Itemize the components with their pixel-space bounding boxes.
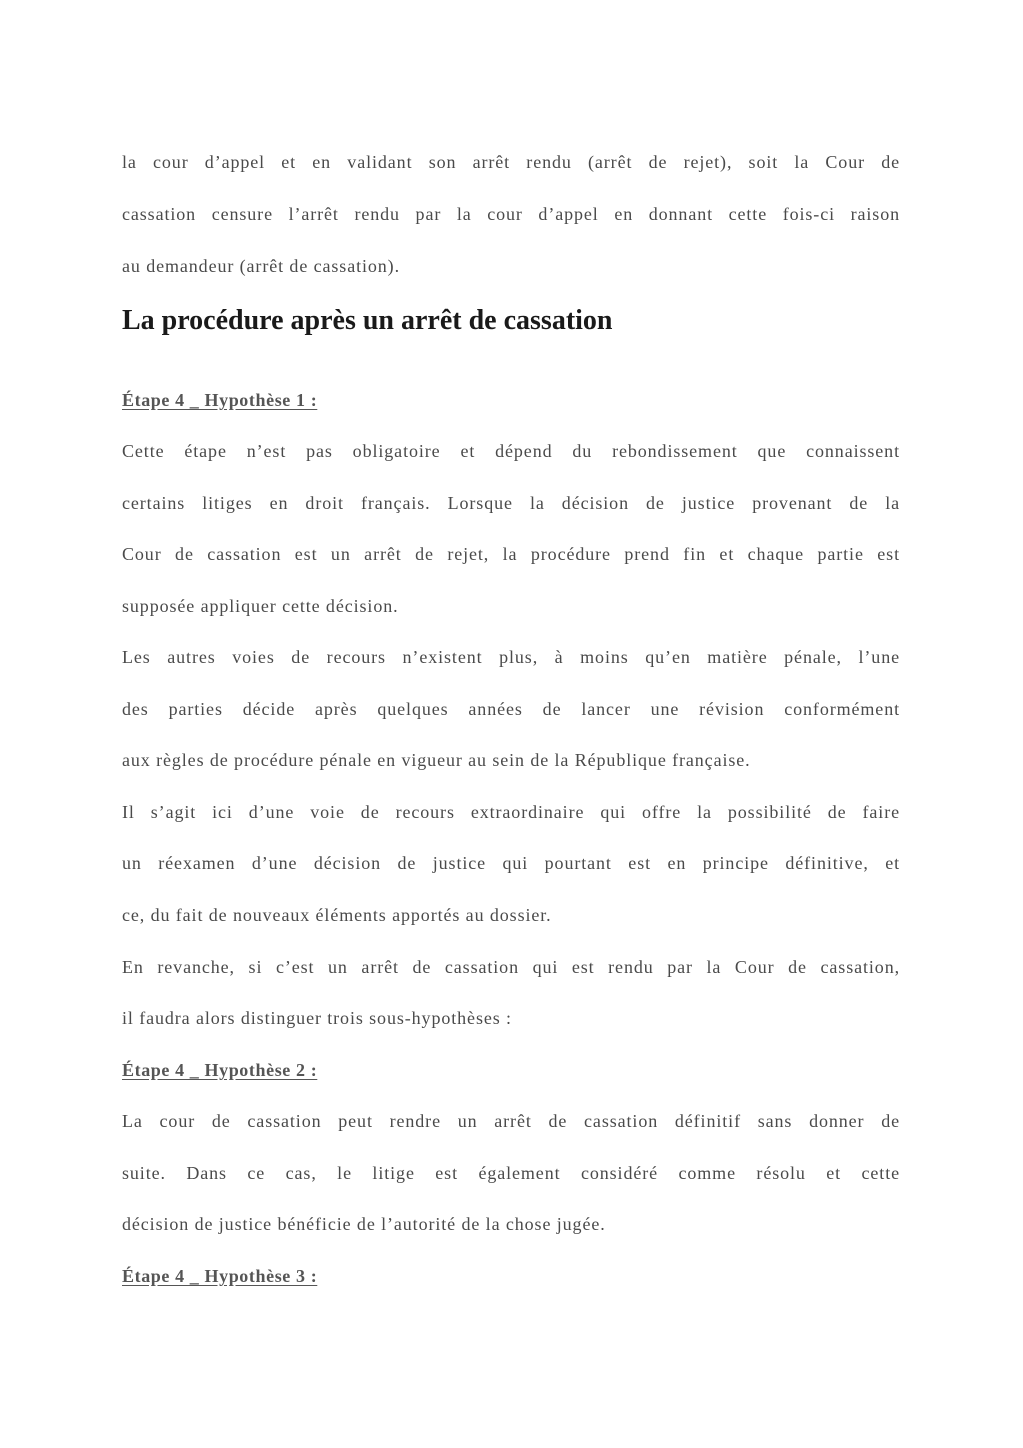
step3-heading: Étape 4 _ Hypothèse 3 :: [122, 1266, 318, 1286]
intro-line-2: cassation censure l’arrêt rendu par la cour d’appel en donnant cette fois-ci raison: [122, 204, 900, 224]
step1-line-12: il faudra alors distinguer trois sous-hypothèses :: [122, 1008, 512, 1028]
step1-line-2: certains litiges en droit français. Lorsque la décision de justice provenant de la: [122, 493, 900, 513]
step1-line-1: Cette étape n’est pas obligatoire et dépend du rebondissement que connaissent: [122, 441, 900, 461]
step1-line-6: des parties décide après quelques années de lancer une révision conformément: [122, 699, 900, 719]
step1-line-3: Cour de cassation est un arrêt de rejet, la procédure prend fin et chaque partie est: [122, 544, 900, 564]
step1-line-11: En revanche, si c’est un arrêt de cassation qui est rendu par la Cour de cassation,: [122, 957, 900, 977]
step1-heading: Étape 4 _ Hypothèse 1 :: [122, 390, 318, 410]
step2-heading: Étape 4 _ Hypothèse 2 :: [122, 1060, 318, 1080]
step1-line-9: un réexamen d’une décision de justice qui pourtant est en principe définitive, et: [122, 853, 900, 873]
step1-line-8: Il s’agit ici d’une voie de recours extraordinaire qui offre la possibilité de faire: [122, 802, 900, 822]
intro-line-1: la cour d’appel et en validant son arrêt rendu (arrêt de rejet), soit la Cour de: [122, 152, 900, 172]
step1-line-4: supposée appliquer cette décision.: [122, 596, 399, 616]
step2-line-1: La cour de cassation peut rendre un arrêt de cassation définitif sans donner de: [122, 1111, 900, 1131]
intro-line-3: au demandeur (arrêt de cassation).: [122, 256, 400, 276]
step2-line-3: décision de justice bénéficie de l’autorité de la chose jugée.: [122, 1214, 606, 1234]
step1-line-5: Les autres voies de recours n’existent plus, à moins qu’en matière pénale, l’une: [122, 647, 900, 667]
step2-line-2: suite. Dans ce cas, le litige est également considéré comme résolu et cette: [122, 1163, 900, 1183]
step1-line-7: aux règles de procédure pénale en vigueur au sein de la République française.: [122, 750, 751, 770]
section-title: La procédure après un arrêt de cassation: [122, 305, 613, 336]
step1-line-10: ce, du fait de nouveaux éléments apportés au dossier.: [122, 905, 552, 925]
